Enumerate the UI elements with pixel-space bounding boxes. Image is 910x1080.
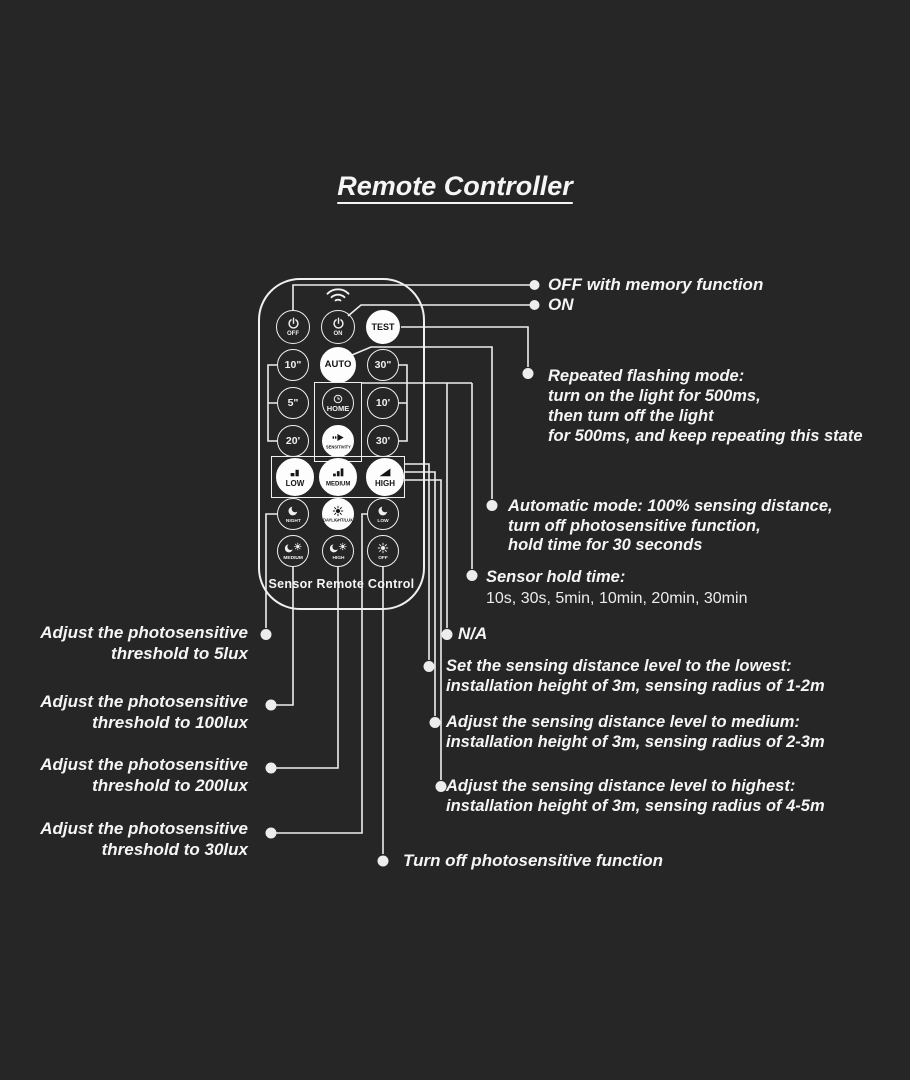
button-label: MEDIUM <box>325 480 351 488</box>
note-line: Adjust the photosensitive <box>40 755 248 774</box>
note-values: 10s, 30s, 5min, 10min, 20min, 30min <box>486 590 748 607</box>
note-line: Adjust the photosensitive <box>40 819 248 838</box>
wifi-signal-icon <box>324 285 352 305</box>
note-distance-medium <box>446 713 825 752</box>
note-line: threshold to 30lux <box>101 840 248 859</box>
button-label: 30' <box>375 434 391 447</box>
button-label: HOME <box>326 403 350 413</box>
lux-low-button[interactable] <box>367 498 399 530</box>
moon-and-sun-icon <box>330 542 347 554</box>
bullet-automatic <box>487 500 498 511</box>
note-line: installation height of 3m, sensing radius of 4-5m <box>446 796 825 815</box>
button-label: HIGH <box>375 479 395 488</box>
bullet-lux200 <box>266 763 277 774</box>
lux-high-button[interactable] <box>322 535 354 567</box>
moon-and-sun-icon <box>285 542 302 554</box>
button-label: NIGHT <box>285 518 301 523</box>
button-label: 30" <box>374 358 392 371</box>
sensitivity-button[interactable] <box>322 425 354 457</box>
button-label: DAYLIGHT/LUX <box>323 518 353 523</box>
button-label: TEST <box>371 321 395 332</box>
button-label: 10" <box>284 358 302 371</box>
note-line: Adjust the photosensitive <box>40 692 248 711</box>
ramp-high-icon <box>377 466 393 479</box>
note-line: turn off photosensitive function, <box>508 516 761 535</box>
time-10m-button[interactable] <box>367 387 399 419</box>
note-line: turn on the light for 500ms, <box>548 387 761 405</box>
power-icon <box>332 317 345 330</box>
on-power-button[interactable] <box>321 310 355 344</box>
off-power-button[interactable] <box>276 310 310 344</box>
note-line: then turn off the light <box>548 407 714 425</box>
button-label: 5" <box>287 396 299 409</box>
note-line: hold time for 30 seconds <box>508 536 703 554</box>
button-label: AUTO <box>324 359 352 371</box>
lux-off-button[interactable] <box>367 535 399 567</box>
bullet-photo-off <box>378 856 389 867</box>
note-automatic <box>508 497 833 556</box>
note-line: installation height of 3m, sensing radius of 2-3m <box>446 732 825 751</box>
note-line: Set the sensing distance level to the lowest: <box>446 657 792 675</box>
time-30s-button[interactable] <box>367 349 399 381</box>
note-line: Adjust the photosensitive <box>40 623 248 642</box>
note-title: Sensor hold time: <box>486 568 626 586</box>
bullet-lowest <box>424 661 435 672</box>
time-20m-button[interactable] <box>277 425 309 457</box>
button-label: LOW <box>285 479 305 488</box>
note-line: Automatic mode: 100% sensing distance, <box>508 497 833 515</box>
speed-low-button[interactable] <box>276 458 314 496</box>
page-title: Remote Controller <box>337 171 573 201</box>
note-line: threshold to 100lux <box>92 713 248 732</box>
button-label: SENSITIVITY <box>325 445 351 451</box>
note-line: Adjust the sensing distance level to highest: <box>446 777 796 795</box>
note-line: installation height of 3m, sensing radius of 1-2m <box>446 676 825 695</box>
bullet-on <box>530 300 540 310</box>
button-label: LOW <box>377 518 389 523</box>
bullet-off-memory <box>530 280 540 290</box>
bullet-medium <box>430 717 441 728</box>
bullet-flashing <box>523 368 534 379</box>
button-label: ON <box>333 331 343 337</box>
speed-medium-button[interactable] <box>319 458 357 496</box>
bullet-lux30 <box>266 828 277 839</box>
note-flashing <box>548 366 863 446</box>
moon-icon <box>377 505 389 517</box>
time-30m-button[interactable] <box>367 425 399 457</box>
button-label: OFF <box>287 331 299 337</box>
note-on: ON <box>548 295 574 314</box>
note-lux30 <box>40 818 248 860</box>
note-line: threshold to 200lux <box>92 776 248 795</box>
note-line: Repeated flashing mode: <box>548 367 745 385</box>
note-hold-time <box>486 567 747 611</box>
clock-icon <box>333 394 343 404</box>
note-lux100 <box>40 691 248 733</box>
moon-icon <box>287 505 299 517</box>
note-line: for 500ms, and keep repeating this state <box>548 427 863 445</box>
ramp-low-icon <box>288 466 303 479</box>
note-photo-off: Turn off photosensitive function <box>403 851 664 870</box>
bullet-hold-time <box>467 570 478 581</box>
bullet-lux100 <box>266 700 277 711</box>
note-lux200 <box>40 754 248 796</box>
sun-icon <box>377 542 389 554</box>
power-icon <box>287 317 300 330</box>
time-5-button[interactable] <box>277 387 309 419</box>
note-distance-lowest <box>446 657 825 696</box>
sun-icon <box>332 505 344 517</box>
auto-button[interactable] <box>320 347 356 383</box>
test-button[interactable] <box>366 310 400 344</box>
home-button[interactable] <box>322 387 354 419</box>
button-label: OFF <box>378 555 388 560</box>
note-line: threshold to 5lux <box>111 644 248 663</box>
ramp-medium-icon <box>331 466 346 479</box>
button-label: 10' <box>375 396 391 409</box>
speed-high-button[interactable] <box>366 458 404 496</box>
button-label: MEDIUM <box>283 555 303 560</box>
note-line: Adjust the sensing distance level to medium: <box>446 713 800 731</box>
bullet-na <box>442 629 453 640</box>
fast-forward-arrow-icon <box>332 431 345 444</box>
note-distance-highest <box>446 777 825 816</box>
note-lux5 <box>40 622 248 664</box>
bullet-lux5 <box>261 629 272 640</box>
lux-medium-button[interactable] <box>277 535 309 567</box>
lux-night-button[interactable] <box>277 498 309 530</box>
note-na: N/A <box>458 624 488 643</box>
time-10s-button[interactable] <box>277 349 309 381</box>
bullet-highest <box>436 781 447 792</box>
button-label: 20' <box>285 434 301 447</box>
lux-daylight-button[interactable] <box>322 498 354 530</box>
remote-footer-label: Sensor Remote Control <box>268 577 415 591</box>
button-label: HIGH <box>332 555 344 560</box>
note-off-memory: OFF with memory function <box>548 275 764 294</box>
